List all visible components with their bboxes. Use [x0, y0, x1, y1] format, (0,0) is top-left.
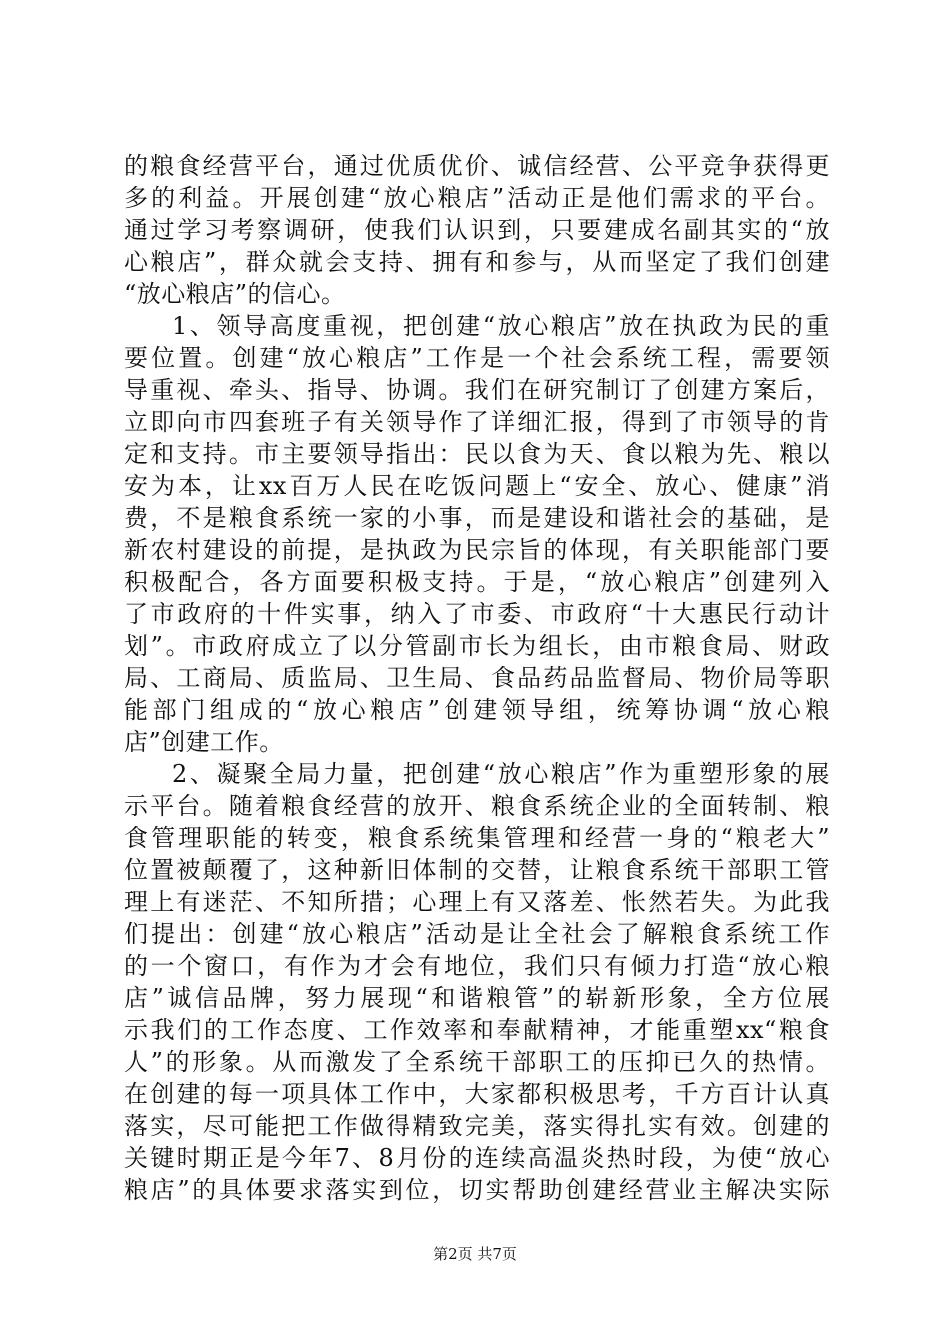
text-line: 们提出：创建“放心粮店”活动是让全社会了解粮食系统工作	[124, 920, 830, 948]
text-line: 食管理职能的转变，粮食系统集管理和经营一身的“粮老大”	[124, 824, 830, 852]
text-line: 了市政府的十件实事，纳入了市委、市政府“十大惠民行动计	[124, 600, 830, 628]
text-line: 多的利益。开展创建“放心粮店”活动正是他们需求的平台。	[124, 184, 830, 212]
page-number-footer: 第2页 共7页	[433, 1245, 517, 1263]
text-line: 示我们的工作态度、工作效率和奉献精神，才能重塑xx“粮食	[124, 1016, 830, 1044]
paragraph-2-start: 2、凝聚全局力量，把创建“放心粮店”作为重塑形象的展	[172, 760, 830, 788]
text-line: 粮店”的具体要求落实到位，切实帮助创建经营业主解决实际	[124, 1176, 830, 1204]
text-line: 定和支持。市主要领导指出：民以食为天、食以粮为先、粮以	[124, 440, 830, 468]
document-body	[124, 150, 830, 1206]
text-line: 店”诚信品牌，努力展现“和谐粮管”的崭新形象，全方位展	[124, 984, 830, 1012]
paragraph-1-start: 1、领导高度重视，把创建“放心粮店”放在执政为民的重	[172, 312, 830, 340]
text-line: 能部门组成的“放心粮店”创建领导组，统筹协调“放心粮	[124, 696, 830, 724]
text-line: 立即向市四套班子有关领导作了详细汇报，得到了市领导的肯	[124, 408, 830, 436]
text-line: 安为本，让xx百万人民在吃饭问题上“安全、放心、健康”消	[124, 472, 830, 500]
text-line: 在创建的每一项具体工作中，大家都积极思考，千方百计认真	[124, 1080, 830, 1108]
text-line: 的一个窗口，有作为才会有地位，我们只有倾力打造“放心粮	[124, 952, 830, 980]
text-line: 新农村建设的前提，是执政为民宗旨的体现，有关职能部门要	[124, 536, 830, 564]
text-line: 理上有迷茫、不知所措；心理上有又落差、怅然若失。为此我	[124, 888, 830, 916]
text-line: 位置被颠覆了，这种新旧体制的交替，让粮食系统干部职工管	[124, 856, 830, 884]
text-line: 要位置。创建“放心粮店”工作是一个社会系统工程，需要领	[124, 344, 830, 372]
text-line: 示平台。随着粮食经营的放开、粮食系统企业的全面转制、粮	[124, 792, 830, 820]
text-line: 店”创建工作。	[124, 728, 284, 756]
text-line: 费，不是粮食系统一家的小事，而是建设和谐社会的基础，是	[124, 504, 830, 532]
text-line: 人”的形象。从而激发了全系统干部职工的压抑已久的热情。	[124, 1048, 830, 1076]
text-line: 通过学习考察调研，使我们认识到，只要建成名副其实的“放	[124, 216, 830, 244]
text-line: 关键时期正是今年7、8月份的连续高温炎热时段，为使“放心	[124, 1144, 830, 1172]
text-line: 积极配合，各方面要积极支持。于是，“放心粮店”创建列入	[124, 568, 830, 596]
text-line: 局、工商局、质监局、卫生局、食品药品监督局、物价局等职	[124, 664, 830, 692]
text-line: 心粮店”，群众就会支持、拥有和参与，从而坚定了我们创建	[124, 248, 830, 276]
text-line: “放心粮店”的信心。	[124, 280, 346, 308]
text-line: 导重视、牵头、指导、协调。我们在研究制订了创建方案后，	[124, 376, 830, 404]
text-line: 落实，尽可能把工作做得精致完美，落实得扎实有效。创建的	[124, 1112, 830, 1140]
text-line: 的粮食经营平台，通过优质优价、诚信经营、公平竞争获得更	[124, 152, 830, 180]
text-line: 划”。市政府成立了以分管副市长为组长，由市粮食局、财政	[124, 632, 830, 660]
